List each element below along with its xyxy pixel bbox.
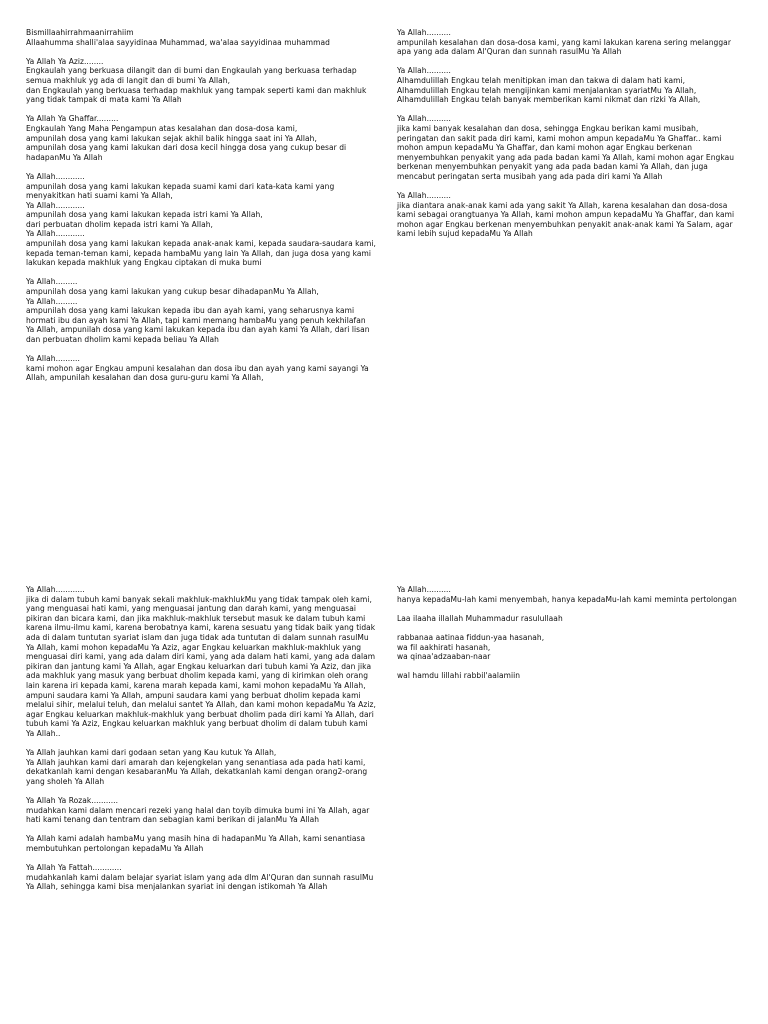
text-line: Bismillaahirrahmaanirrahiim	[26, 28, 134, 37]
text-line: Ya Allah............	[26, 229, 85, 239]
text-line: Ya Allah..........	[397, 114, 451, 124]
paragraph	[397, 633, 742, 662]
paragraph	[397, 114, 742, 181]
text-line: kami mohon agar Engkau ampuni kesalahan dan dosa ibu dan ayah yang kami sayangi Ya Allah, ampunilah kesalahan dan dosa guru-guru kami Ya Allah,	[26, 363, 369, 383]
text-line: ampunilah kesalahan dan dosa-dosa kami, yang kami lakukan karena sering melanggar apa yang ada dalam Al'Quran dan sunnah rasulMu Ya Allah	[397, 37, 731, 57]
text-line: Engkaulah yang berkuasa dilangit dan di bumi dan Engkaulah yang berkuasa terhadap semua makhluk yg ada di langit dan di bumi Ya Allah,	[26, 66, 357, 85]
text-line: Ya Allah Ya Ghaffar.........	[26, 114, 119, 124]
paragraph	[26, 748, 376, 786]
text-line: jika di dalam tubuh kami banyak sekali makhluk-makhlukMu yang tidak tampak oleh kami, yang menguasai hati kami, yang menguasai jantung dan darah kami, yang menguasai pikiran dan bicara kami, dan jika makhluk-makhluk tersebut masuk ke dalam tubuh kami karena ilmu-ilmu kami, karena berobatnya kami, karena sesuatu yang tidak baik yang tidak ada di dalam tuntutan syariat islam dan juga tidak ada tuntutan di dalam sunnah rasulMu Ya Allah, kami mohon kepadaMu Ya Aziz, agar Engkau keluarkan makhluk-makhluk yang menguasai diri kami, yang ada dalam diri kami, yang ada dalam hati kami, yang ada dalam pikiran dan jantung kami Ya Allah, agar Engkau keluarkan dari tubuh kami Ya Aziz, dan jika ada makhluk yang masuk yang berbuat dholim kepada kami, yang di kirimkan oleh orang lain karena iri kepada kami, karena marah kepada kami, kami mohon kepadaMu Ya Allah, ampuni saudara kami Ya Allah, ampuni saudara kami yang berbuat dholim kepada kami melalui sihir, melalui teluh, dan melalui santet Ya Allah, dan kami mohon kepadaMu Ya Aziz, agar Engkau keluarkan makhluk-makhluk yang berbuat dholim pada diri kami Ya Allah, dari tubuh kami Ya Aziz, Engkau keluarkan makhluk yang berbuat dholim di dalam tubuh kami Ya Allah..	[26, 594, 376, 738]
text-line: Ya Allah jauhkan kami dari godaan setan yang Kau kutuk Ya Allah,	[26, 748, 277, 758]
text-line: mudahkanlah kami dalam belajar syariat islam yang ada dlm Al'Quran dan sunnah rasulMu Ya Allah, sehingga kami bisa menjalankan syariat ini dengan istikomah Ya Allah	[26, 872, 374, 892]
text-line: Ya Allah Ya Aziz........	[26, 56, 104, 66]
text-line: Alhamdulillah Engkau telah banyak memberikan kami nikmat dan rizki Ya Allah,	[397, 95, 701, 105]
text-line: ampunilah dosa yang kami lakukan dari dosa kecil hingga dosa yang cukup besar di hadapanMu Ya Allah	[26, 143, 347, 162]
text-line: Laa ilaaha illallah Muhammadur rasulullaah	[397, 613, 563, 623]
text-line: ampunilah dosa yang kami lakukan yang cukup besar dihadapanMu Ya Allah,	[26, 287, 319, 297]
paragraph	[397, 66, 742, 104]
text-line: ampunilah dosa yang kami lakukan kepada suami kami dari kata-kata kami yang menyakitkan hati suami kami Ya Allah,	[26, 181, 335, 201]
text-line: Ya Allah Ya Fattah............	[26, 863, 122, 873]
text-line: rabbanaa aatinaa fiddun-yaa hasanah,	[397, 632, 545, 642]
paragraph	[397, 671, 742, 681]
paragraph	[26, 114, 376, 162]
column-top-right	[397, 28, 742, 249]
text-line: jika kami banyak kesalahan dan dosa, sehingga Engkau berikan kami musibah, peringatan dan sakit pada diri kami, kami mohon ampun kepadaMu Ya Ghaffar.. kami mohon ampun kepadaMu Ya Ghaffar, dan kami mohon agar Engkau berkenan menyembuhkan penyakit yang ada pada badan kami Ya Allah, kami mohon agar Engkau berkenan menyembuhkan penyakit yang ada pada badan kami Ya Allah, dan juga mencabut peringatan serta musibah yang ada pada diri kami Ya Allah	[397, 123, 735, 181]
text-line: Ya Allah.........	[26, 296, 78, 306]
text-line: ampunilah dosa yang kami lakukan kepada istri kami Ya Allah,	[26, 210, 263, 220]
column-bottom-left	[26, 585, 376, 902]
text-line: dan Engkaulah yang berkuasa terhadap makhluk yang tampak seperti kami dan makhluk yang tidak tampak di mata kami Ya Allah	[26, 85, 367, 105]
text-line: ampunilah dosa yang kami lakukan kepada anak-anak kami, kepada saudara-saudara kami, kepada teman-teman kami, kepada hambaMu yang lain Ya Allah, dan juga dosa yang kami lakukan kepada makhluk yang Engkau ciptakan di muka bumi	[26, 239, 376, 268]
paragraph	[26, 796, 376, 825]
text-line: Ya Allah..........	[397, 28, 451, 37]
text-line: wa fil aakhirati hasanah,	[397, 642, 491, 652]
text-line: Ya Allah............	[26, 200, 85, 210]
paragraph	[26, 57, 376, 105]
text-line: ampunilah dosa yang kami lakukan kepada ibu dan ayah kami, yang seharusnya kami hormati ibu dan ayah kami Ya Allah, tapi kami memang hambaMu yang penuh kekhilafan Ya Allah, ampunilah dosa yang kami lakukan kepada ibu dan ayah kami Ya Allah, dari lisan dan perbuatan dholim kami kepada beliau Ya Allah	[26, 306, 370, 344]
paragraph	[26, 585, 376, 739]
text-line: Ya Allah jauhkan kami dari amarah dan kejengkelan yang senantiasa ada pada hati kami, dekatkanlah kami dengan kesabaranMu Ya Allah, dekatkanlah kami dengan orang2-orang yang sholeh Ya Allah	[26, 757, 368, 786]
text-line: Ya Allah..........	[397, 66, 451, 76]
column-bottom-right	[397, 585, 742, 691]
paragraph	[26, 277, 376, 344]
text-line: ampunilah dosa yang kami lakukan sejak akhil balik hingga saat ini Ya Allah,	[26, 133, 317, 143]
paragraph	[397, 28, 742, 57]
text-line: Ya Allah..........	[397, 191, 451, 201]
text-line: Alhamdulillah Engkau telah mengijinkan kami menjalankan syariatMu Ya Allah,	[397, 85, 697, 95]
paragraph	[397, 614, 742, 624]
text-line: Ya Allah............	[26, 171, 85, 181]
paragraph	[397, 585, 742, 604]
text-line: jika diantara anak-anak kami ada yang sakit Ya Allah, karena kesalahan dan dosa-dosa kami sebagai orangtuanya Ya Allah, kami mohon ampun kepadaMu Ya Ghaffar, dan kami mohon agar Engkau berkenan menyembuhkan penyakit anak-anak kami Ya Salam, agar kami lebih sujud kepadaMu Ya Allah	[397, 200, 735, 239]
text-line: Ya Allah kami adalah hambaMu yang masih hina di hadapanMu Ya Allah, kami senantiasa membutuhkan pertolongan kepadaMu Ya Allah	[26, 834, 366, 854]
text-line: Ya Allah..........	[26, 354, 80, 364]
text-line: wa qinaa'adzaaban-naar	[397, 652, 491, 662]
text-line: Alhamdulillah Engkau telah menitipkan iman dan takwa di dalam hati kami,	[397, 75, 686, 85]
text-line: Ya Allah............	[26, 585, 85, 594]
paragraph	[397, 191, 742, 239]
paragraph	[26, 863, 376, 892]
paragraph	[26, 834, 376, 853]
column-top-left	[26, 28, 376, 393]
paragraph	[26, 172, 376, 268]
text-line: wal hamdu lillahi rabbil'aalamiin	[397, 671, 521, 681]
text-line: Ya Allah Ya Rozak...........	[26, 796, 119, 806]
text-line: mudahkan kami dalam mencari rezeki yang halal dan toyib dimuka bumi ini Ya Allah, agar hati kami tenang dan tentram dan sebagian kami berikan di jalanMu Ya Allah	[26, 805, 370, 825]
text-line: Ya Allah.........	[26, 277, 78, 287]
text-line: Allaahumma shalli'alaa sayyidinaa Muhammad, wa'alaa sayyidinaa muhammad	[26, 37, 330, 47]
paragraph	[26, 354, 376, 383]
text-line: Engkaulah Yang Maha Pengampun atas kesalahan dan dosa-dosa kami,	[26, 123, 298, 133]
text-line: Ya Allah..........	[397, 585, 451, 594]
text-line: dari perbuatan dholim kepada istri kami Ya Allah,	[26, 219, 213, 229]
paragraph	[26, 28, 376, 47]
text-line: hanya kepadaMu-lah kami menyembah, hanya kepadaMu-lah kami meminta pertolongan	[397, 594, 737, 604]
